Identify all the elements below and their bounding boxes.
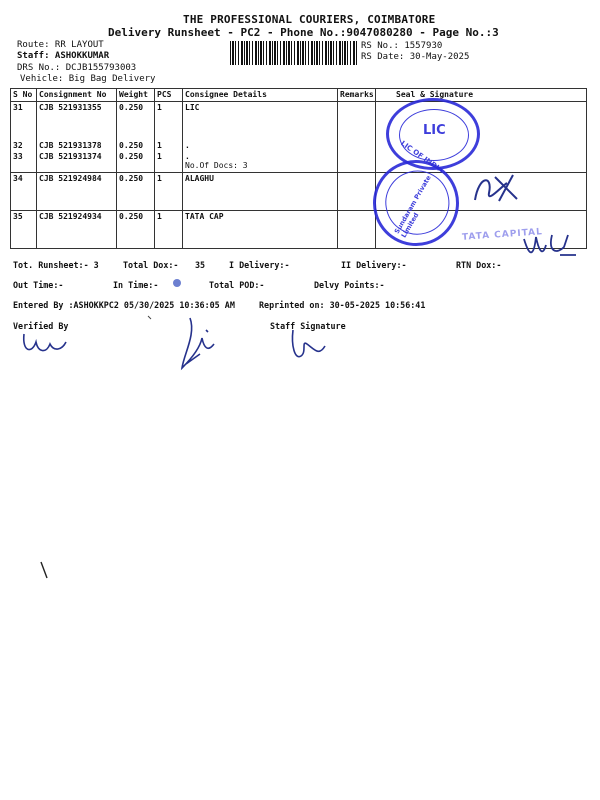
- row-consignee: .: [183, 140, 338, 151]
- table-row: [11, 102, 587, 140]
- staff-label: Staff: ASHOKKUMAR: [17, 51, 110, 61]
- verified-by-label: Verified By: [13, 321, 69, 331]
- entered-by: Entered By :ASHOKKPC2 05/30/2025 10:36:05 AM: [13, 300, 235, 310]
- row-weight: 0.250: [117, 102, 155, 140]
- rs-date: RS Date: 30-May-2025: [361, 52, 470, 62]
- row-pcs: 1: [155, 173, 183, 211]
- barcode: [230, 41, 357, 65]
- col-remarks-header: Remarks: [338, 89, 376, 102]
- lic-logo: LIC: [423, 123, 446, 138]
- row-sno: 33: [11, 151, 37, 173]
- tot-runsheet: Tot. Runsheet:- 3: [13, 260, 99, 270]
- i-delivery: I Delivery:-: [229, 260, 290, 270]
- alaghu-stamp-text: Sundaram Private Limited: [392, 174, 433, 240]
- col-consignment-header: Consignment No: [37, 89, 117, 102]
- staff-signature: [287, 326, 332, 366]
- route-label: Route: RR LAYOUT: [17, 40, 104, 50]
- row-consignment: CJB 521924984: [37, 173, 117, 211]
- row-consignee: [183, 151, 338, 173]
- row-consignee: ALAGHU: [183, 173, 338, 211]
- row-sno: 35: [11, 211, 37, 249]
- vehicle-label: Vehicle: Big Bag Delivery: [20, 74, 156, 84]
- stray-mark: [38, 560, 50, 582]
- row-remarks: [338, 140, 376, 151]
- row-sno: 31: [11, 102, 37, 140]
- officer-signature: [176, 314, 221, 374]
- row-consignment: CJB 521931378: [37, 140, 117, 151]
- col-sno-header: S No: [11, 89, 37, 102]
- stray-mark: [146, 314, 154, 322]
- drs-number: DRS No.: DCJB155793003: [17, 63, 137, 73]
- ink-spot: [173, 279, 181, 287]
- col-pcs-header: PCS: [155, 89, 183, 102]
- row-weight: 0.250: [117, 140, 155, 151]
- row-pcs: 1: [155, 211, 183, 249]
- row-sno: 34: [11, 173, 37, 211]
- total-dox-label: Total Dox:-: [123, 260, 179, 270]
- out-time: Out Time:-: [13, 280, 64, 290]
- row-consignee: TATA CAP: [183, 211, 338, 249]
- row-consignment: CJB 521924934: [37, 211, 117, 249]
- row-consignee-name: .: [185, 151, 190, 161]
- col-weight-header: Weight: [117, 89, 155, 102]
- row-consignee: LIC: [183, 102, 338, 140]
- row-weight: 0.250: [117, 151, 155, 173]
- staff-signature-label: Staff Signature: [270, 321, 346, 331]
- row-remarks: [338, 173, 376, 211]
- lic-stamp: [386, 98, 480, 175]
- delvy-points: Delvy Points:-: [314, 280, 385, 290]
- in-time: In Time:-: [113, 280, 159, 290]
- runsheet-subtitle: Delivery Runsheet - PC2 - Phone No.:9047080280 - Page No.:3: [108, 26, 499, 39]
- row-remarks: [338, 151, 376, 173]
- tata-stamp: TATA CAPITAL: [461, 227, 544, 243]
- rtn-dox: RTN Dox:-: [456, 260, 502, 270]
- lic-stamp-text: LIC OF INDIA: [399, 139, 445, 175]
- ii-delivery: II Delivery:-: [341, 260, 407, 270]
- verifier-signature: [20, 328, 70, 358]
- table-row: [11, 140, 587, 151]
- rs-number: RS No.: 1557930: [361, 41, 443, 51]
- row-doc-count: No.Of Docs: 3: [185, 160, 248, 170]
- total-dox-value: 35: [195, 260, 206, 270]
- row-remarks: [338, 102, 376, 140]
- row-weight: 0.250: [117, 173, 155, 211]
- row-weight: 0.250: [117, 211, 155, 249]
- row-sno: 32: [11, 140, 37, 151]
- row-pcs: 1: [155, 151, 183, 173]
- total-pod: Total POD:-: [209, 280, 265, 290]
- row-pcs: 1: [155, 140, 183, 151]
- col-seal-header: Seal & Signature: [376, 89, 587, 102]
- signature-alaghu: [465, 165, 525, 210]
- signature-tata: [520, 225, 580, 265]
- company-title: THE PROFESSIONAL COURIERS, COIMBATORE: [183, 13, 436, 26]
- row-pcs: 1: [155, 102, 183, 140]
- table-header-row: [11, 89, 587, 102]
- col-consignee-header: Consignee Details: [183, 89, 338, 102]
- row-remarks: [338, 211, 376, 249]
- reprinted-on: Reprinted on: 30-05-2025 10:56:41: [259, 300, 426, 310]
- row-consignment: CJB 521931374: [37, 151, 117, 173]
- row-consignment: CJB 521931355: [37, 102, 117, 140]
